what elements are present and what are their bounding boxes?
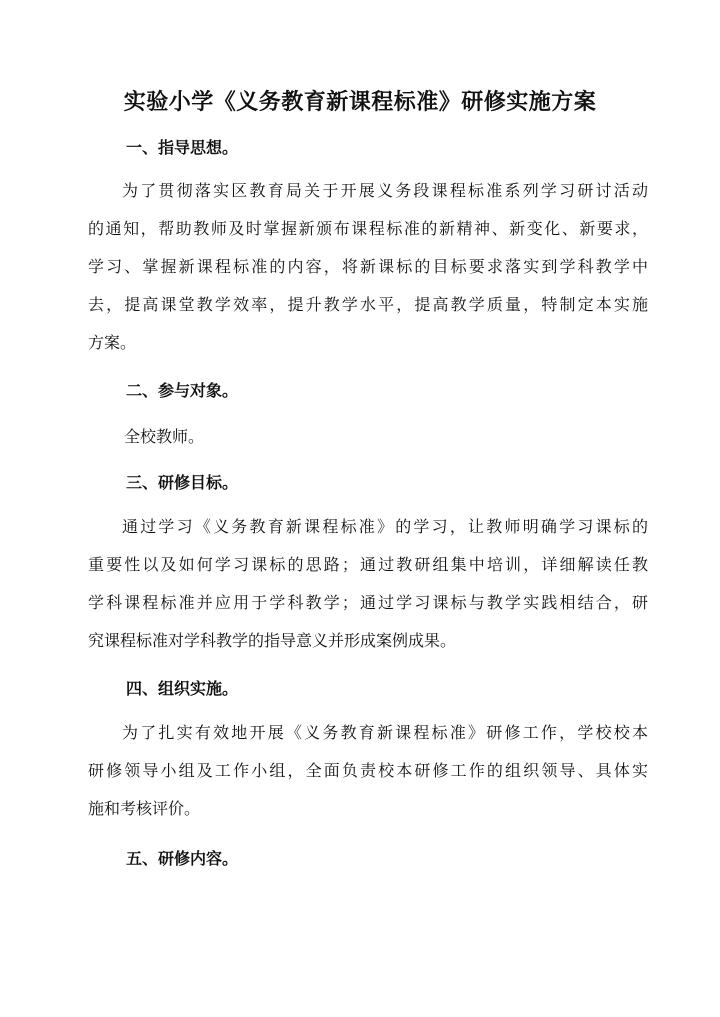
section-heading-training-content: 五、研修内容。 (126, 849, 239, 868)
document-title: 实验小学《义务教育新课程标准》研修实施方案 (123, 90, 597, 115)
paragraph-line: 施和考核评价。 (88, 799, 201, 818)
paragraph-line: 重要性以及如何学习课标的思路；通过教研组集中培训，详细解读任教 (88, 555, 648, 574)
section-paragraph-guiding-ideology (88, 172, 648, 362)
paragraph-line: 为了扎实有效地开展《义务教育新课程标准》研修工作，学校校本 (122, 723, 648, 742)
paragraph-line: 学科课程标准并应用于学科教学；通过学习课标与教学实践相结合，研 (88, 593, 648, 612)
paragraph-line: 学习、掌握新课程标准的内容，将新课标的目标要求落实到学科教学中 (88, 257, 648, 276)
section-heading-guiding-ideology: 一、指导思想。 (126, 138, 239, 157)
section-paragraph-organization (88, 714, 648, 828)
paragraph-line: 方案。 (88, 333, 137, 352)
section-heading-training-goals: 三、研修目标。 (126, 473, 239, 492)
paragraph-line: 通过学习《义务教育新课程标准》的学习，让教师明确学习课标的 (122, 517, 648, 536)
paragraph-line: 究课程标准对学科教学的指导意义并形成案例成果。 (88, 631, 457, 650)
paragraph-line: 的通知，帮助教师及时掌握新颁布课程标准的新精神、新变化、新要求， (88, 219, 648, 238)
paragraph-line: 去，提高课堂教学效率，提升教学水平，提高教学质量，特制定本实施 (88, 295, 648, 314)
paragraph-line: 研修领导小组及工作小组，全面负责校本研修工作的组织领导、具体实 (88, 761, 648, 780)
section-heading-participants: 二、参与对象。 (126, 381, 239, 400)
section-text-participants: 全校教师。 (124, 427, 205, 446)
section-heading-organization: 四、组织实施。 (126, 679, 239, 698)
paragraph-line: 为了贯彻落实区教育局关于开展义务段课程标准系列学习研讨活动 (122, 181, 648, 200)
section-paragraph-training-goals (88, 508, 648, 660)
